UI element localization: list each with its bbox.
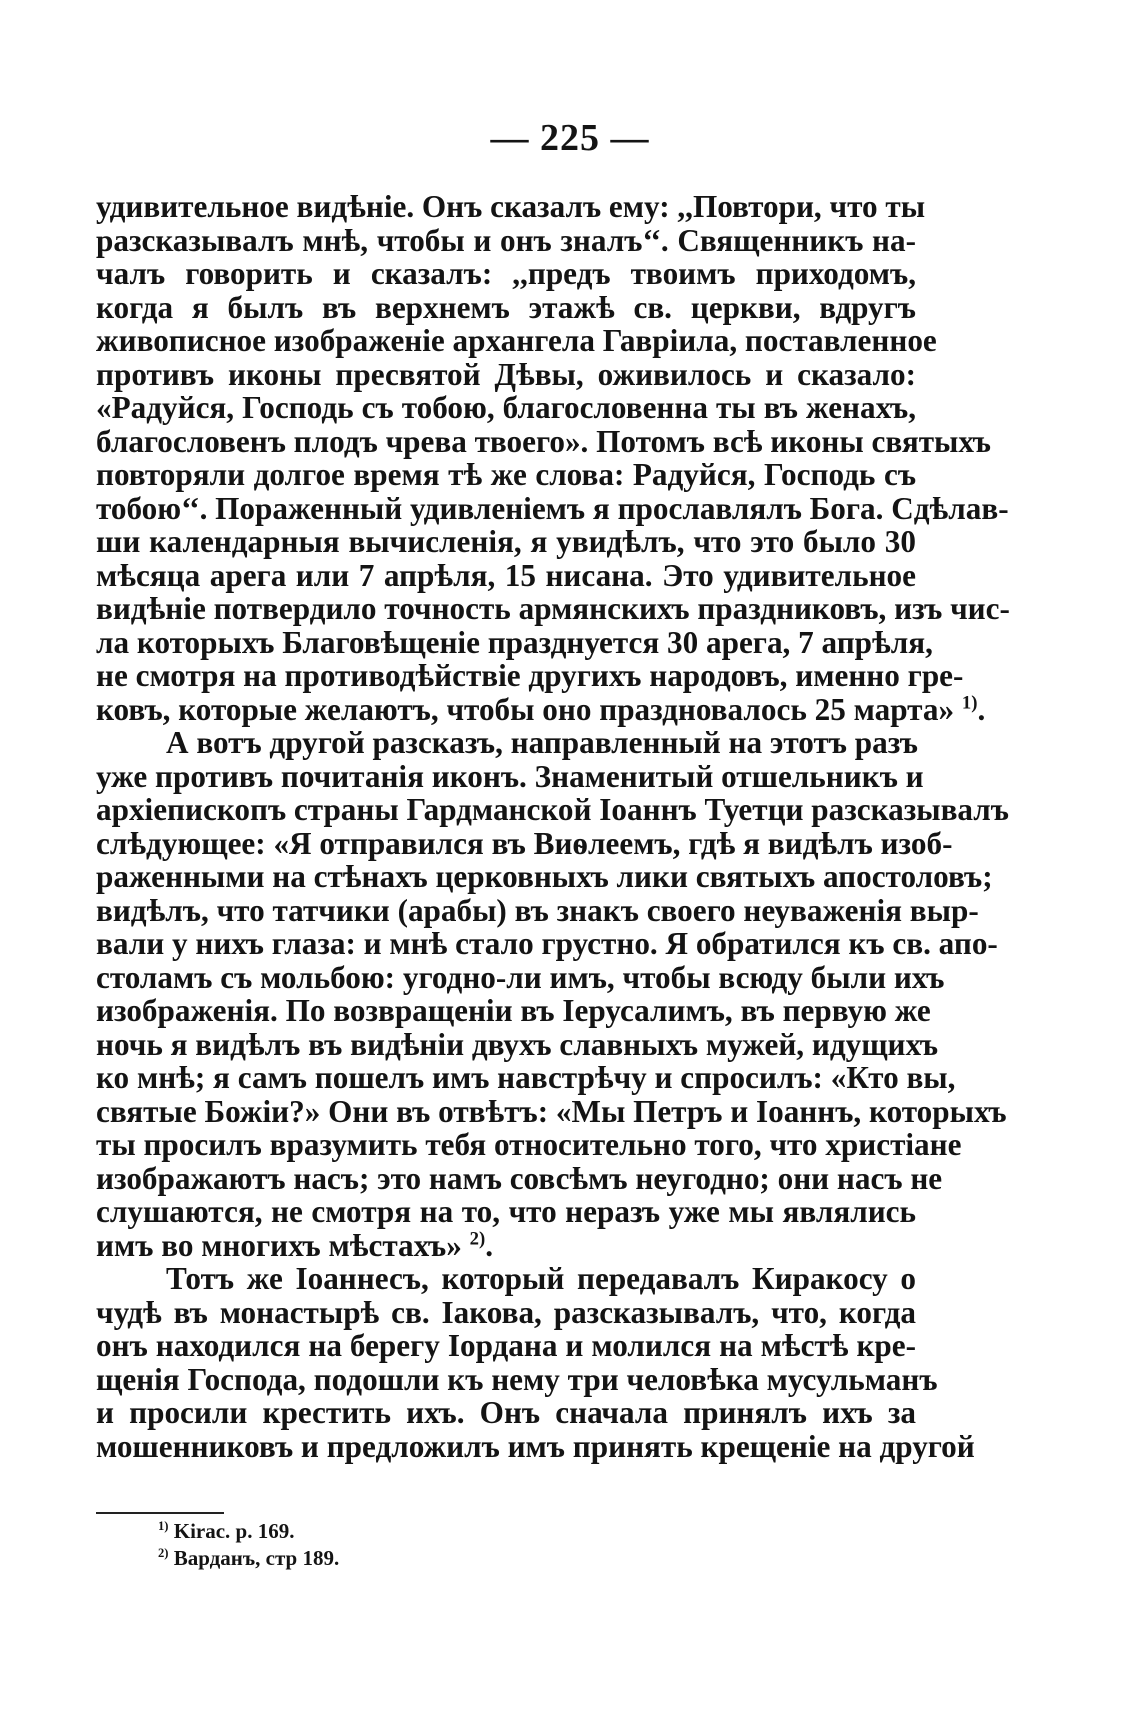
text-line-with-footnote: имъ во многихъ мѣстахъ» $^{2)}$. — [96, 1227, 494, 1263]
text-line: слушаются, не смотря на то, что неразъ уже мы являлись — [96, 1194, 916, 1229]
text-line: вали у нихъ глаза: и мнѣ стало грустно. Я обратился къ св. апо- — [96, 926, 998, 961]
footnote-mark: 1) — [158, 1519, 169, 1533]
page-number: — 225 — — [490, 117, 650, 159]
text-line: тобою‘‘. Пораженный удивленіемъ я прославлялъ Бога. Сдѣлав- — [96, 490, 1009, 526]
text-line: уже противъ почитанія иконъ. Знаменитый отшельникъ и — [96, 758, 924, 794]
text-line: архіепископъ страны Гардманской Іоаннъ Туетци разсказывалъ — [96, 792, 1009, 827]
text-line: и просили крестить ихъ. Онъ сначала принялъ ихъ за — [96, 1395, 916, 1430]
text-line: повторяли долгое время тѣ же слова: Радуйся, Господь съ — [96, 457, 916, 492]
text-line: чалъ говорить и сказалъ: ,,предъ твоимъ приходомъ, — [96, 256, 916, 291]
text-line: изображаютъ насъ; это намъ совсѣмъ неугодно; они насъ не — [96, 1160, 943, 1196]
paragraph-start-line: А вотъ другой разсказъ, направленный на этотъ разъ — [166, 725, 918, 760]
text-line: мѣсяца арега или 7 апрѣля, 15 нисана. Это удивительное — [96, 557, 916, 593]
text-line: живописное изображеніе архангела Гавріила, поставленное — [96, 323, 937, 358]
text-line: ты просилъ вразумить тебя относительно того, что христіане — [96, 1127, 962, 1162]
footnote-ref: 2) — [469, 1228, 486, 1250]
footnote-text: Kirac. p. 169. — [173, 1519, 295, 1543]
text-line: столамъ съ мольбою: угодно-ли имъ, чтобы всюду были ихъ — [96, 959, 945, 995]
text-line: чудѣ въ монастырѣ св. Іакова, разсказывалъ, что, когда — [96, 1294, 916, 1330]
text-line: «Радуйся, Господь съ тобою, благословенна ты въ женахъ, — [96, 390, 916, 425]
text-line: изображенія. По возвращеніи въ Іерусалимъ, въ первую же — [96, 993, 931, 1028]
text-line: видѣніе потвердило точность армянскихъ праздниковъ, изъ чис- — [96, 591, 1010, 626]
text-line: разсказывалъ мнѣ, чтобы и онъ зналъ‘‘. Священникъ на- — [96, 222, 916, 258]
text-line: слѣдующее: «Я отправился въ Виѳлеемъ, гдѣ я видѣлъ изоб- — [96, 825, 953, 861]
text-line: ковъ, которые желаютъ, чтобы оно праздновалось 25 марта» — [96, 691, 955, 727]
footnotes — [158, 1518, 339, 1572]
text-line: видѣлъ, что татчики (арабы) въ знакъ своего неуваженія выр- — [96, 892, 979, 928]
text-line: святые Божіи?» Они въ отвѣтъ: «Мы Петръ и Іоаннъ, которыхъ — [96, 1093, 1007, 1129]
text-line: ла которыхъ Благовѣщеніе празднуется 30 арега, 7 апрѣля, — [96, 624, 933, 660]
text-line: щенія Господа, подошли къ нему три человѣка мусульманъ — [96, 1361, 938, 1397]
paragraph-start-line: Тотъ же Іоаннесъ, который передавалъ Киракосу о — [166, 1261, 916, 1296]
text-line: противъ иконы пресвятой Дѣвы, оживилось и сказало: — [96, 356, 916, 392]
text-line: раженными на стѣнахъ церковныхъ лики святыхъ апостоловъ; — [96, 859, 993, 894]
text-line: ночь я видѣлъ въ видѣніи двухъ славныхъ мужей, идущихъ — [96, 1026, 939, 1062]
footnote-text: Варданъ, стр 189. — [173, 1546, 340, 1570]
text-line: мошенниковъ и предложилъ имъ принять крещеніе на другой — [96, 1428, 975, 1464]
footnote-mark: 2) — [158, 1546, 169, 1560]
text-line: ко мнѣ; я самъ пошелъ имъ навстрѣчу и спросилъ: «Кто вы, — [96, 1060, 956, 1095]
body-text — [96, 189, 1010, 1464]
text-line: не смотря на противодѣйствіе другихъ народовъ, именно гре- — [96, 658, 964, 693]
text-line: онъ находился на берегу Іордана и молился на мѣстѣ кре- — [96, 1328, 916, 1363]
footnote — [158, 1545, 339, 1572]
text-line: ши календарныя вычисленія, я увидѣлъ, что это было 30 — [96, 524, 916, 559]
text-line: благословенъ плодъ чрева твоего». Потомъ всѣ иконы святыхъ — [96, 423, 991, 459]
text-line: удивительное видѣніе. Онъ сказалъ ему: ,,Повтори, что ты — [96, 189, 926, 224]
footnote-ref: 1) — [961, 692, 978, 714]
text-line: имъ во многихъ мѣстахъ» — [96, 1227, 462, 1263]
footnote-divider — [96, 1512, 224, 1514]
footnote — [158, 1518, 339, 1545]
text-line-with-footnote: ковъ, которые желаютъ, чтобы оно праздновалось 25 марта» $^{1)}$. — [96, 691, 986, 727]
text-line: когда я былъ въ верхнемъ этажѣ св. церкви, вдругъ — [96, 289, 916, 325]
